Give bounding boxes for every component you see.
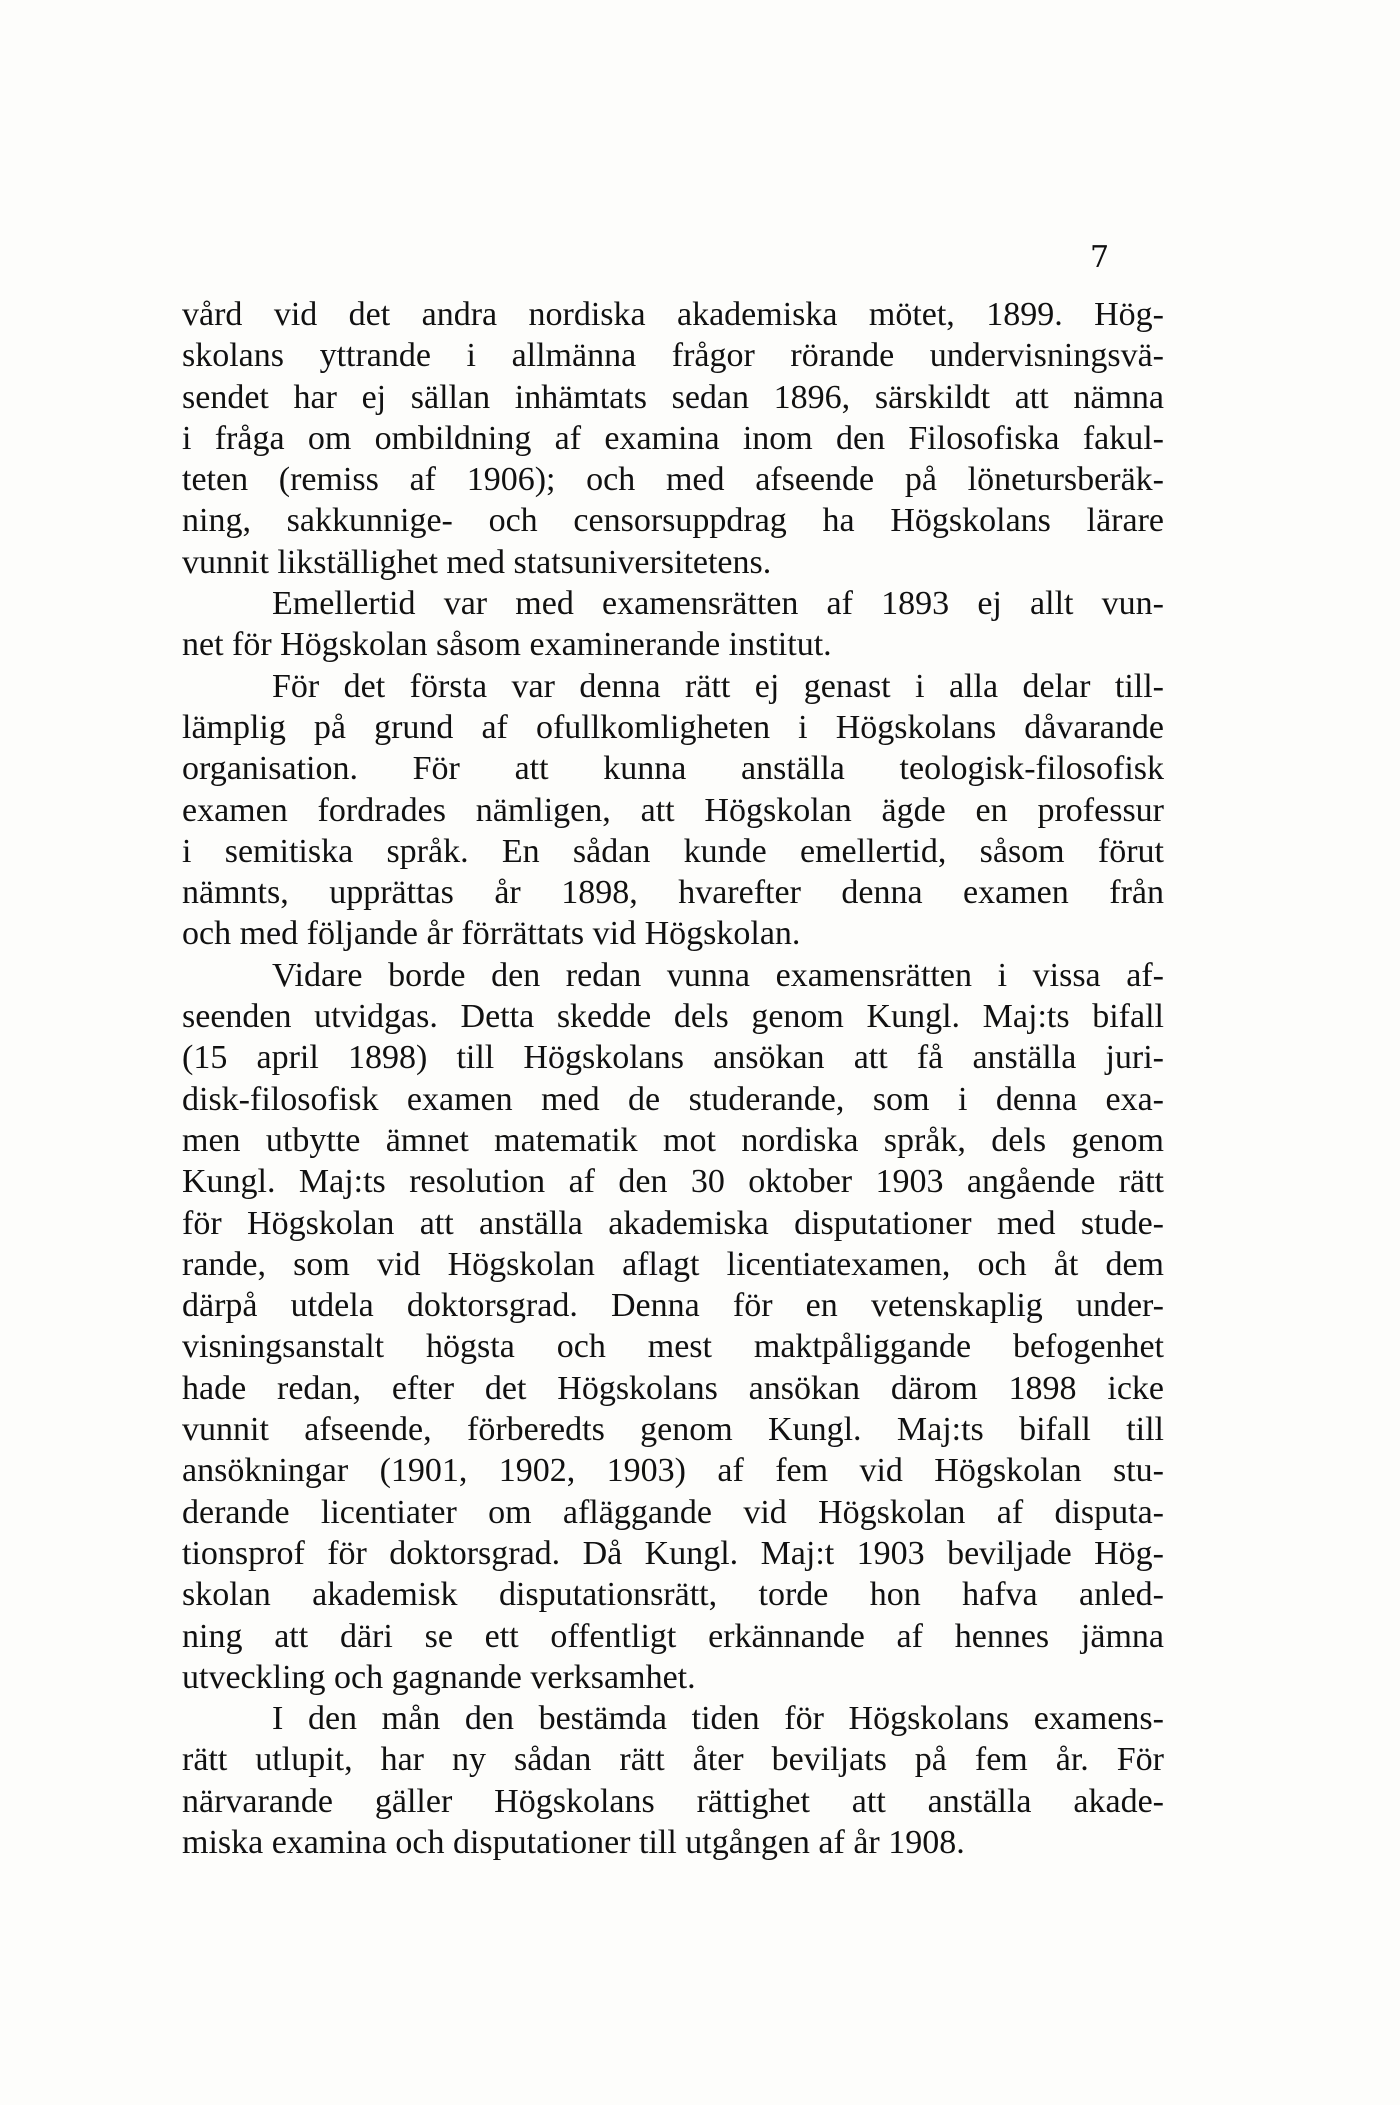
text-line: miska examina och disputationer till utgången af år 1908. <box>182 1823 965 1861</box>
text-line: ansökningar (1901, 1902, 1903) af fem vid Högskolan stu- <box>182 1452 1164 1490</box>
text-line: organisation. För att kunna anställa teologisk-filosofisk <box>182 750 1164 788</box>
text-line: hade redan, efter det Högskolans ansökan därom 1898 icke <box>182 1369 1164 1407</box>
text-line: skolans yttrande i allmänna frågor rörande undervisningsvä- <box>182 337 1164 375</box>
text-line: (15 april 1898) till Högskolans ansökan att få anställa juri- <box>182 1039 1164 1077</box>
paragraph <box>182 955 1164 1698</box>
text-line: för Högskolan att anställa akademiska disputationer med stude- <box>182 1204 1164 1242</box>
text-line: Vidare borde den redan vunna examensrätten i vissa af- <box>272 956 1164 994</box>
page-number: 7 <box>1090 240 1110 275</box>
text-line: examen fordrades nämligen, att Högskolan ägde en professur <box>182 791 1164 829</box>
text-line: utveckling och gagnande verksamhet. <box>182 1658 696 1696</box>
text-line: sendet har ej sällan inhämtats sedan 1896, särskildt att nämna <box>182 378 1164 416</box>
text-line: Kungl. Maj:ts resolution af den 30 oktober 1903 angående rätt <box>182 1163 1164 1201</box>
text-line: Emellertid var med examensrätten af 1893 ej allt vun- <box>272 585 1164 623</box>
text-line: skolan akademisk disputationsrätt, torde hon hafva anled- <box>182 1576 1164 1614</box>
text-line: disk-filosofisk examen med de studerande, som i denna exa- <box>182 1080 1164 1118</box>
text-line: vunnit likställighet med statsuniversitetens. <box>182 543 772 581</box>
text-line: i semitiska språk. En sådan kunde emellertid, såsom förut <box>182 832 1164 870</box>
paragraph <box>182 294 1164 583</box>
text-line: tionsprof för doktorsgrad. Då Kungl. Maj:t 1903 beviljade Hög- <box>182 1534 1164 1572</box>
text-line: i fråga om ombildning af examina inom den Filosofiska fakul- <box>182 419 1164 457</box>
text-line: nämnts, upprättas år 1898, hvarefter denna examen från <box>182 874 1164 912</box>
text-line: rätt utlupit, har ny sådan rätt åter beviljats på fem år. För <box>182 1741 1164 1779</box>
text-line: visningsanstalt högsta och mest maktpåliggande befogenhet <box>182 1328 1164 1366</box>
paragraph <box>182 666 1164 955</box>
text-line: vård vid det andra nordiska akademiska mötet, 1899. Hög- <box>182 296 1164 333</box>
text-line: och med följande år förrättats vid Högskolan. <box>182 915 801 953</box>
text-line: För det första var denna rätt ej genast i alla delar till- <box>272 667 1164 705</box>
text-line: net för Högskolan såsom examinerande institut. <box>182 626 832 664</box>
text-line: I den mån den bestämda tiden för Högskolans examens- <box>272 1700 1164 1738</box>
text-line: men utbytte ämnet matematik mot nordiska språk, dels genom <box>182 1121 1164 1159</box>
paragraph <box>182 583 1164 666</box>
body-text <box>182 294 1164 1863</box>
text-line: ning att däri se ett offentligt erkännande af hennes jämna <box>182 1617 1164 1655</box>
text-line: seenden utvidgas. Detta skedde dels genom Kungl. Maj:ts bifall <box>182 998 1164 1036</box>
text-line: lämplig på grund af ofullkomligheten i Högskolans dåvarande <box>182 708 1164 746</box>
text-line: ning, sakkunnige- och censorsuppdrag ha Högskolans lärare <box>182 502 1164 540</box>
paragraph <box>182 1698 1164 1863</box>
text-line: närvarande gäller Högskolans rättighet att anställa akade- <box>182 1782 1164 1820</box>
text-line: därpå utdela doktorsgrad. Denna för en vetenskaplig under- <box>182 1287 1164 1325</box>
text-line: rande, som vid Högskolan aflagt licentiatexamen, och åt dem <box>182 1245 1164 1283</box>
text-line: teten (remiss af 1906); och med afseende på lönetursberäk- <box>182 461 1164 499</box>
text-line: derande licentiater om afläggande vid Högskolan af disputa- <box>182 1493 1164 1531</box>
text-line: vunnit afseende, förberedts genom Kungl. Maj:ts bifall till <box>182 1411 1164 1449</box>
